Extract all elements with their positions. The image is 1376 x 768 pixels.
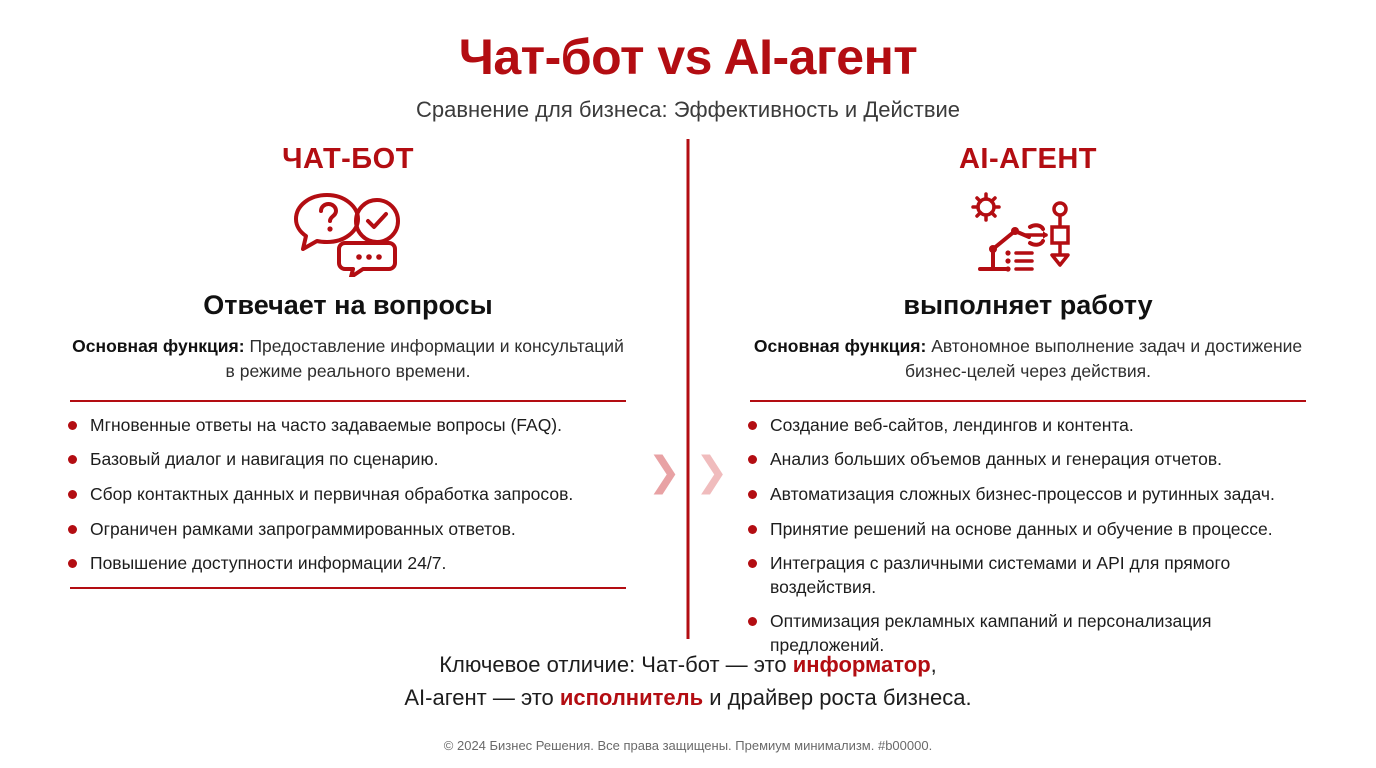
comparison-columns bbox=[40, 143, 1336, 669]
key-line1-pre: Ключевое отличие: Чат-бот — это bbox=[439, 652, 793, 677]
list-item-text: Автоматизация сложных бизнес-процессов и рутинных задач. bbox=[770, 483, 1275, 504]
list-item-text: Сбор контактных данных и первичная обработка запросов. bbox=[90, 483, 574, 504]
column-title-ai-agent: AI-АГЕНТ bbox=[958, 143, 1098, 175]
function-label-ai-agent: Основная функция: bbox=[753, 336, 927, 356]
column-ai-agent bbox=[688, 143, 1336, 669]
list-item-text: Повышение доступности информации 24/7. bbox=[90, 553, 447, 574]
bullet-dot-icon bbox=[748, 559, 757, 568]
key-line2-highlight: исполнитель bbox=[559, 685, 704, 710]
bullet-dot-icon bbox=[68, 421, 77, 430]
column-headline-chatbot: Отвечает на вопросы bbox=[203, 290, 493, 320]
key-line1-highlight: информатор bbox=[792, 652, 931, 677]
key-difference-line-1 bbox=[0, 648, 1376, 681]
list-item bbox=[746, 448, 1310, 472]
list-item-text: Интеграция с различными системами и API для прямого воздействия. bbox=[770, 553, 1231, 597]
list-item-text: Анализ больших объемов данных и генерация отчетов. bbox=[770, 449, 1223, 470]
column-divider bbox=[687, 139, 690, 639]
list-item bbox=[66, 414, 630, 438]
list-item bbox=[66, 483, 630, 507]
function-text-ai-agent: Автономное выполнение задач и достижение бизнес-целей через действия. bbox=[904, 336, 1303, 381]
list-item-text: Принятие решений на основе данных и обучение в процессе. bbox=[770, 518, 1273, 539]
list-item-text: Создание веб-сайтов, лендингов и контента. bbox=[770, 414, 1134, 435]
function-text-chatbot: Предоставление информации и консультаций в режиме реального времени. bbox=[225, 336, 624, 381]
list-item bbox=[66, 552, 630, 576]
key-difference-line-2 bbox=[0, 681, 1376, 714]
bullet-dot-icon bbox=[68, 490, 77, 499]
column-title-chatbot: ЧАТ-БОТ bbox=[282, 143, 414, 175]
list-item bbox=[746, 414, 1310, 438]
key-line2-post: и драйвер роста бизнеса. bbox=[703, 685, 972, 710]
list-item bbox=[66, 518, 630, 542]
divider-line-left-top bbox=[70, 400, 626, 402]
transition-arrows bbox=[647, 449, 729, 495]
list-item-text: Ограничен рамками запрограммированных ответов. bbox=[90, 518, 516, 539]
bullet-dot-icon bbox=[748, 525, 757, 534]
list-item-text: Оптимизация рекламных кампаний и персонализация предложений. bbox=[770, 611, 1212, 656]
chevron-right-icon-secondary: ❯ bbox=[695, 449, 729, 495]
list-item bbox=[746, 552, 1310, 599]
robot-arm-automation-icon bbox=[746, 188, 1310, 280]
column-chatbot bbox=[40, 143, 688, 589]
key-line2-pre: AI-агент — это bbox=[404, 685, 560, 710]
list-item bbox=[746, 483, 1310, 507]
list-item bbox=[746, 518, 1310, 542]
bullet-dot-icon bbox=[748, 421, 757, 430]
column-headline-ai-agent: выполняет работу bbox=[903, 290, 1153, 320]
list-item-text: Мгновенные ответы на часто задаваемые вопросы (FAQ). bbox=[90, 414, 562, 435]
divider-line-right-top bbox=[750, 400, 1306, 402]
header bbox=[40, 30, 1336, 123]
key-line1-post: , bbox=[930, 652, 937, 677]
chat-bubbles-question-icon bbox=[66, 188, 630, 280]
divider-line-left-bottom bbox=[70, 587, 626, 589]
bullet-dot-icon bbox=[68, 559, 77, 568]
bullet-dot-icon bbox=[748, 455, 757, 464]
footer-copyright: © 2024 Бизнес Решения. Все права защищены. Премиум минимализм. #b00000. bbox=[443, 738, 933, 753]
list-item bbox=[66, 448, 630, 472]
feature-list-ai-agent bbox=[746, 414, 1310, 658]
function-label-chatbot: Основная функция: bbox=[72, 336, 245, 356]
chevron-right-icon: ❯ bbox=[647, 449, 681, 495]
bullet-dot-icon bbox=[748, 617, 757, 626]
list-item-text: Базовый диалог и навигация по сценарию. bbox=[90, 449, 439, 470]
column-function-ai-agent bbox=[746, 334, 1310, 384]
bullet-dot-icon bbox=[68, 455, 77, 464]
bullet-dot-icon bbox=[68, 525, 77, 534]
key-difference-note bbox=[0, 648, 1376, 714]
bullet-dot-icon bbox=[748, 490, 757, 499]
page-title: Чат-бот vs AI-агент bbox=[458, 29, 918, 85]
column-function-chatbot bbox=[66, 334, 630, 384]
page-subtitle: Сравнение для бизнеса: Эффективность и Действие bbox=[415, 97, 961, 122]
feature-list-chatbot bbox=[66, 414, 630, 576]
